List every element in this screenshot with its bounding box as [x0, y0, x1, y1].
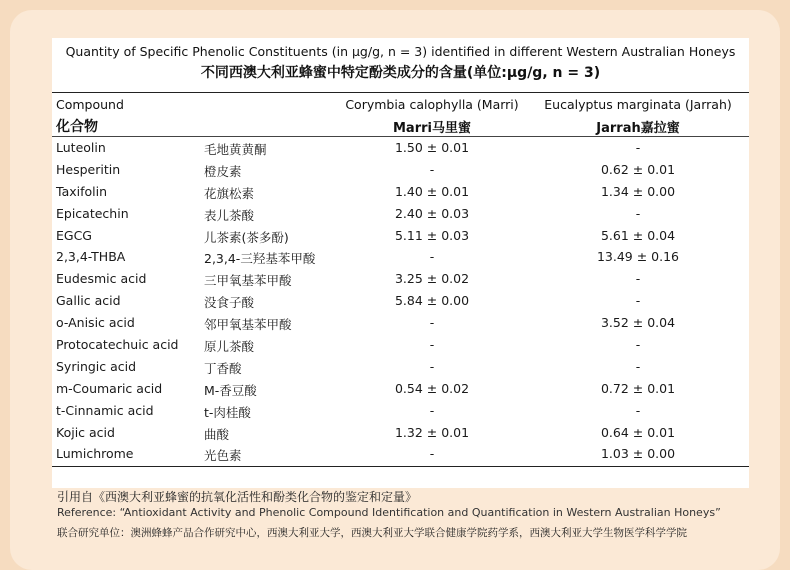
- jarrah-value: -: [635, 337, 641, 353]
- compound-en: Protocatechuic acid: [56, 337, 179, 353]
- jarrah-value: -: [635, 140, 641, 155]
- table-bottom-rule: [52, 466, 749, 467]
- marri-value: 1.50 ± 0.01: [394, 140, 470, 155]
- reference-text: Reference: “Antioxidant Activity and Phenolic Compound Identification and Quantification in Western Australian Honeys”: [57, 506, 721, 519]
- jarrah-value: 0.64 ± 0.01: [600, 424, 676, 440]
- compound-cn: 三甲氧基苯甲酸: [204, 273, 292, 289]
- header-jarrah-en: Eucalyptus marginata (Jarrah): [544, 97, 732, 112]
- jarrah-value: 3.52 ± 0.04: [600, 315, 676, 331]
- table-row: [52, 312, 749, 334]
- header-marri-cn: Marri马里蜜: [393, 121, 471, 136]
- compound-en: m-Coumaric acid: [56, 380, 163, 396]
- table-row: [52, 203, 749, 225]
- cited-from-text: 引用自《西澳大利亚蜂蜜的抗氧化活性和酚类化合物的鉴定和定量》: [57, 490, 418, 504]
- jarrah-value: 0.62 ± 0.01: [600, 161, 676, 177]
- compound-en: Gallic acid: [56, 293, 121, 309]
- jarrah-value: 5.61 ± 0.04: [600, 227, 676, 243]
- jarrah-value: 0.72 ± 0.01: [600, 380, 676, 396]
- jarrah-value: 13.49 ± 0.16: [596, 249, 680, 265]
- table-row: [52, 334, 749, 356]
- compound-cn: 邻甲氧基苯甲酸: [204, 317, 292, 333]
- marri-value: 1.32 ± 0.01: [394, 424, 470, 440]
- header-jarrah-cn: Jarrah嘉拉蜜: [596, 121, 680, 136]
- compound-en: t-Cinnamic acid: [56, 402, 154, 418]
- compound-cn: 2,3,4-三羟基苯甲酸: [204, 251, 316, 267]
- header-compound-en: Compound: [56, 97, 124, 112]
- table-row: [52, 422, 749, 444]
- compound-en: Syringic acid: [56, 358, 137, 374]
- table-row: [52, 137, 749, 159]
- marri-value: 5.11 ± 0.03: [394, 227, 470, 243]
- table-row: [52, 181, 749, 203]
- table-row: [52, 268, 749, 290]
- marri-value: 0.54 ± 0.02: [394, 380, 470, 396]
- marri-value: 2.40 ± 0.03: [394, 205, 470, 221]
- compound-cn: 毛地黄黄酮: [204, 142, 267, 157]
- table-title-cn: 不同西澳大利亚蜂蜜中特定酚类成分的含量(单位:μg/g, n = 3): [200, 65, 601, 81]
- marri-value: 1.40 ± 0.01: [394, 183, 470, 199]
- compound-en: EGCG: [56, 227, 92, 243]
- table-row: [52, 225, 749, 247]
- marri-value: -: [429, 161, 435, 177]
- table-card: [52, 38, 749, 488]
- compound-en: o-Anisic acid: [56, 315, 135, 331]
- compound-en: Eudesmic acid: [56, 271, 147, 287]
- marri-value: -: [429, 249, 435, 265]
- compound-en: Lumichrome: [56, 446, 134, 462]
- jarrah-value: -: [635, 402, 641, 418]
- table-row: [52, 246, 749, 268]
- header-top-rule: [52, 92, 749, 93]
- jarrah-value: -: [635, 205, 641, 221]
- table-row: [52, 290, 749, 312]
- marri-value: 3.25 ± 0.02: [394, 271, 470, 287]
- jarrah-value: -: [635, 271, 641, 287]
- table-row: [52, 356, 749, 378]
- compound-en: Luteolin: [56, 140, 106, 155]
- table-row: [52, 159, 749, 181]
- jarrah-value: 1.34 ± 0.00: [600, 183, 676, 199]
- compound-cn: 没食子酸: [204, 295, 255, 311]
- header-compound-cn: 化合物: [56, 119, 98, 135]
- jarrah-value: 1.03 ± 0.00: [600, 446, 676, 462]
- compound-cn: 橙皮素: [204, 163, 242, 179]
- compound-en: Kojic acid: [56, 424, 115, 440]
- compound-cn: 原儿茶酸: [204, 339, 255, 355]
- research-units-text: 联合研究单位：澳洲蜂蜂产品合作研究中心，西澳大利亚大学，西澳大利亚大学联合健康学院药学系，西澳大利亚大学生物医学科学学院: [57, 527, 687, 539]
- compound-en: Hesperitin: [56, 161, 121, 177]
- marri-value: 5.84 ± 0.00: [394, 293, 470, 309]
- compound-cn: 光色素: [204, 448, 242, 464]
- table-row: [52, 443, 749, 465]
- compound-en: Epicatechin: [56, 205, 129, 221]
- compound-en: 2,3,4-THBA: [56, 249, 126, 265]
- marri-value: -: [429, 337, 435, 353]
- table-body: [52, 137, 749, 465]
- compound-cn: 花旗松素: [204, 185, 255, 201]
- compound-en: Taxifolin: [56, 183, 108, 199]
- marri-value: -: [429, 315, 435, 331]
- jarrah-value: -: [635, 293, 641, 309]
- compound-cn: 表儿茶酸: [204, 207, 255, 223]
- table-row: [52, 378, 749, 400]
- compound-cn: 丁香酸: [204, 360, 242, 376]
- marri-value: -: [429, 446, 435, 462]
- table-title-en: Quantity of Specific Phenolic Constituents (in μg/g, n = 3) identified in different Western Australian Honeys: [65, 44, 736, 59]
- header-marri-en: Corymbia calophylla (Marri): [345, 97, 519, 112]
- compound-cn: t-肉桂酸: [204, 404, 251, 420]
- table-row: [52, 400, 749, 422]
- compound-cn: 曲酸: [204, 426, 230, 442]
- marri-value: -: [429, 358, 435, 374]
- jarrah-value: -: [635, 358, 641, 374]
- compound-cn: 儿茶素(茶多酚): [204, 229, 289, 245]
- marri-value: -: [429, 402, 435, 418]
- compound-cn: M-香豆酸: [204, 382, 257, 398]
